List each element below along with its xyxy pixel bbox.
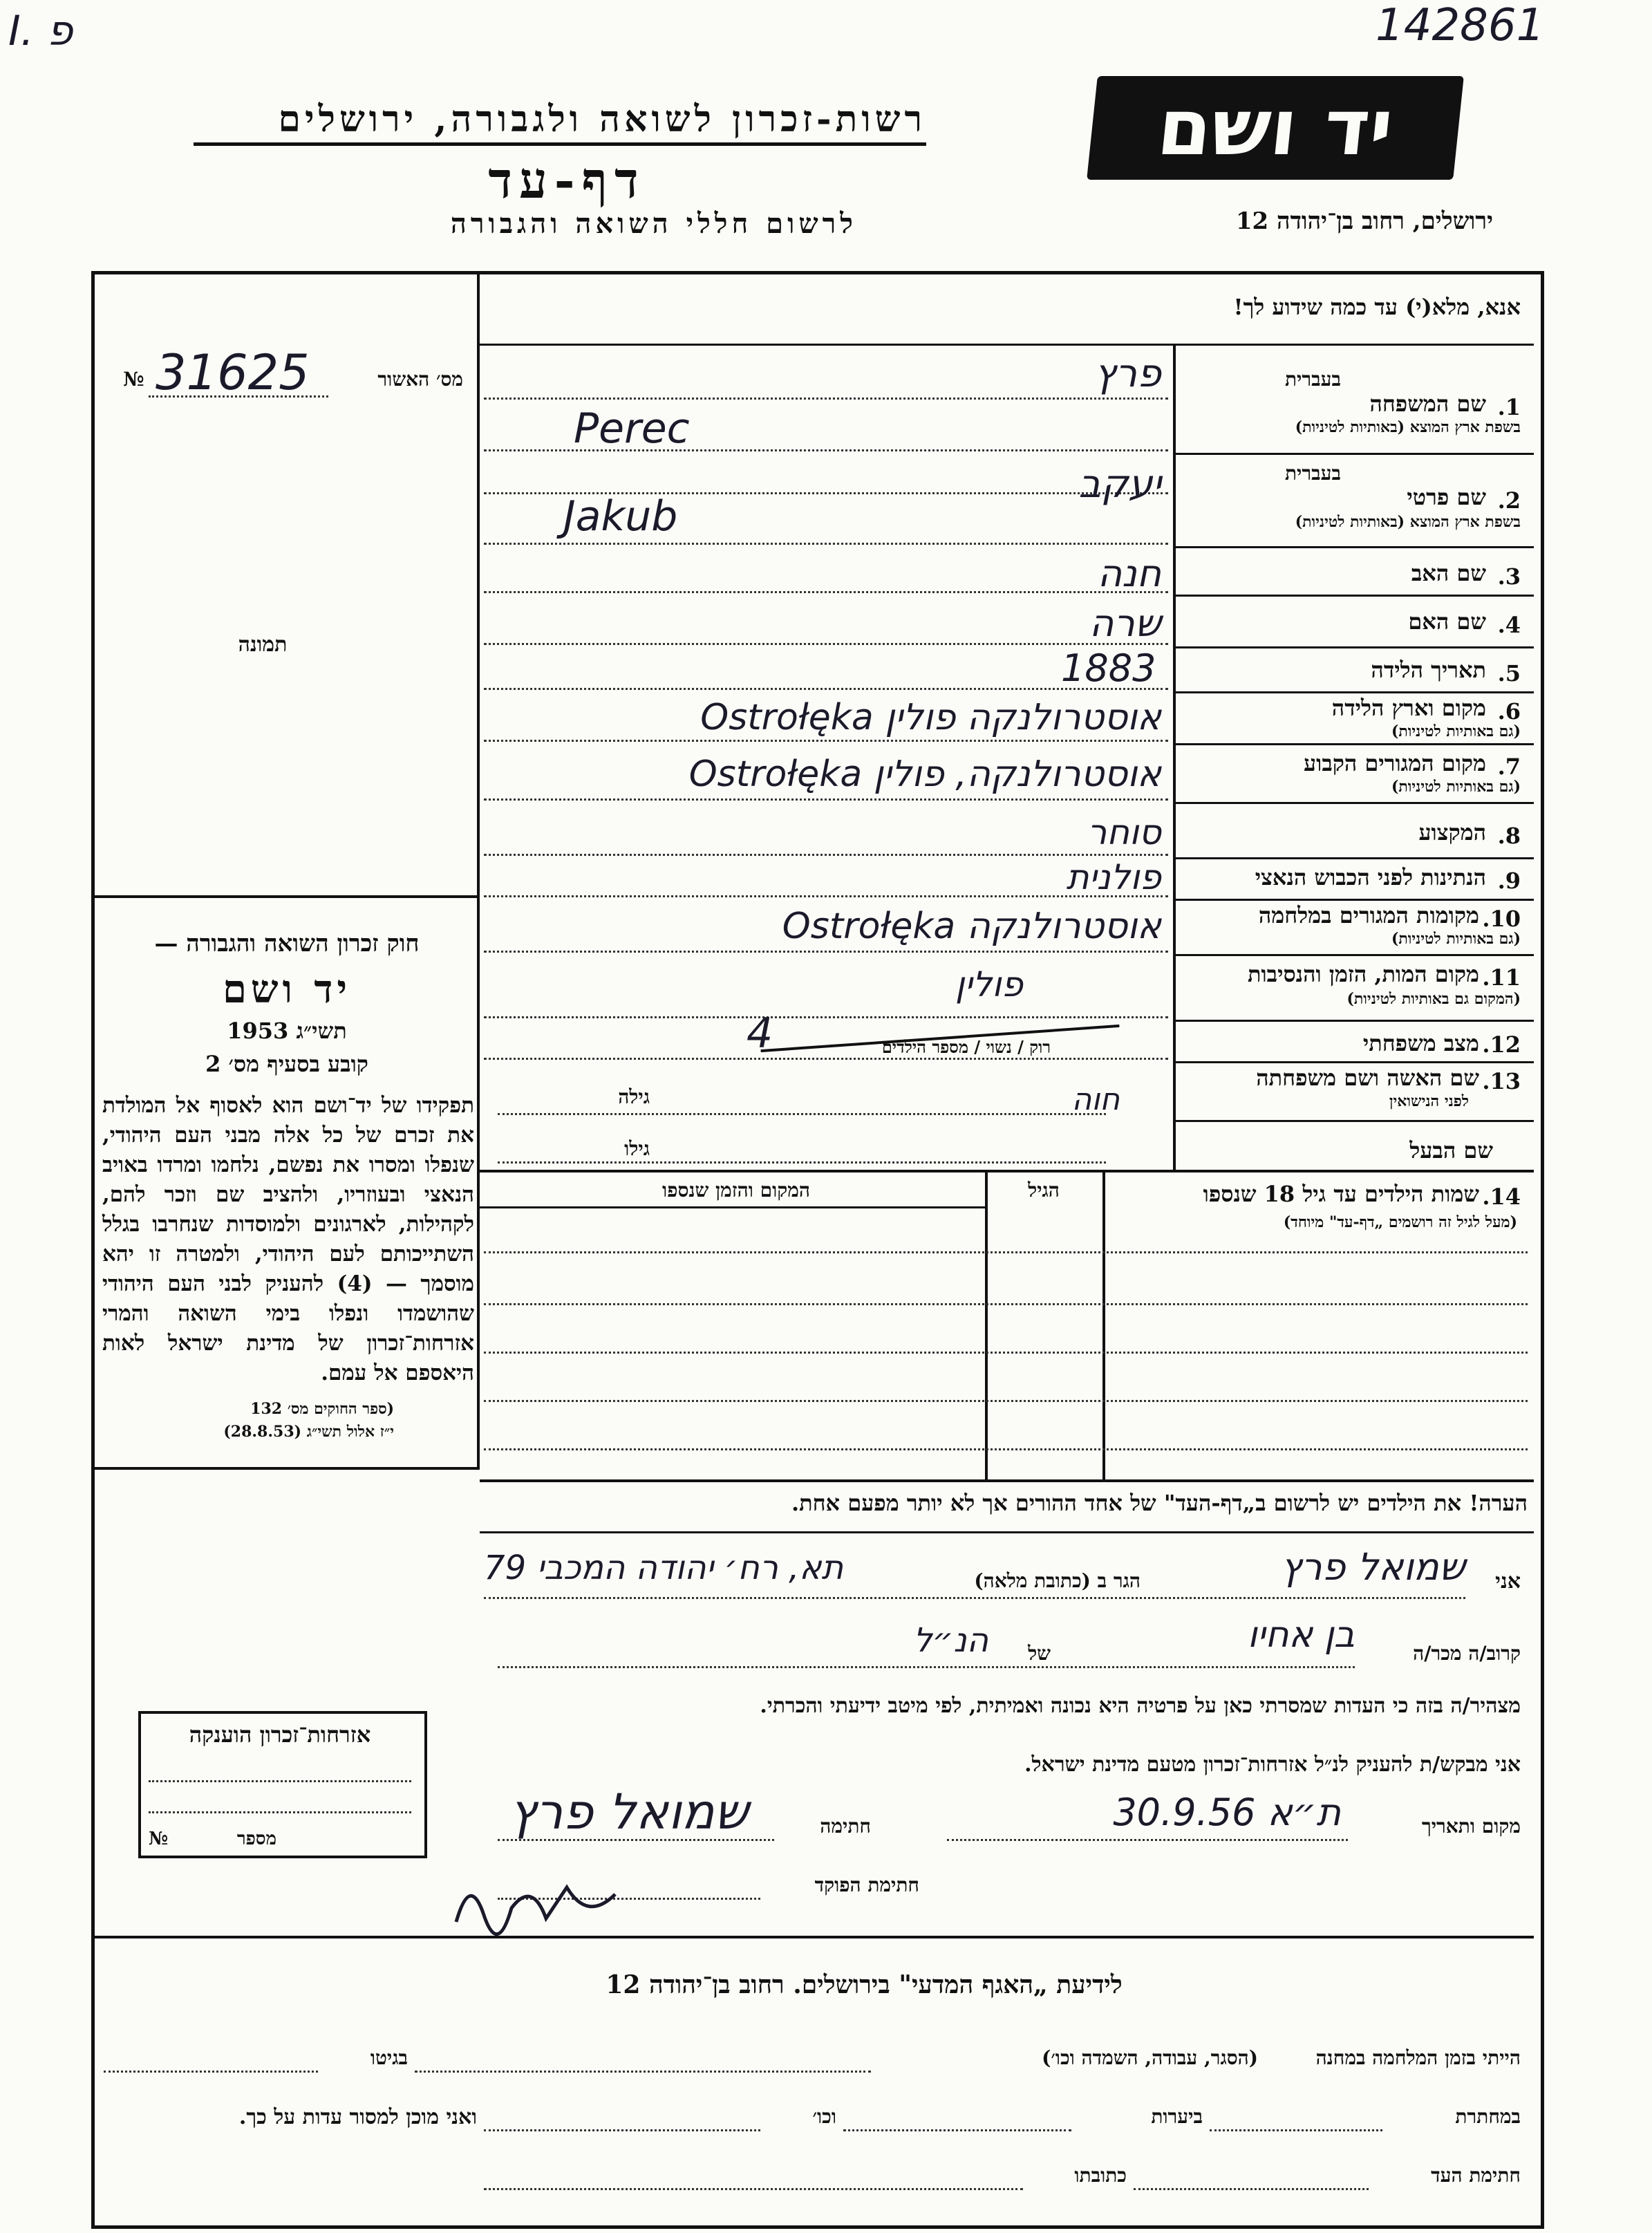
value-line-11 [484, 1016, 1168, 1018]
husband-age-label: גילו [624, 1137, 650, 1160]
husband-label: שם הבעל [1409, 1137, 1493, 1164]
field-3-number: 3. [1497, 563, 1521, 590]
field-6-sub: (גם באותיות לטיניות) [1391, 722, 1521, 740]
grid-row-9 [1176, 899, 1534, 901]
note-top-rule [480, 1479, 1534, 1482]
left-panel-divider [477, 274, 480, 1467]
photo-box-top [95, 895, 480, 898]
bottom-address-line [484, 2188, 1023, 2190]
field-3-label: שם האב [1411, 560, 1486, 586]
declaration-statement: מצהיר/ה בזה כי העדות שמסרתי כאן על פרטיה היא נכונה ואמיתית, לפי מיטב ידיעתי והכרתי. [760, 1694, 1521, 1718]
field-5-number: 5. [1497, 660, 1521, 686]
children-number: 14. [1482, 1184, 1521, 1210]
approval-label: מס׳ האשור [377, 368, 463, 391]
children-row-3 [484, 1352, 1528, 1354]
intro-text: אנא, מלא(י) עד כמה שידוע לך! [1233, 294, 1521, 320]
children-row-1 [484, 1251, 1528, 1253]
field-1-value-latin: Perec [574, 404, 690, 453]
bottom-ghetto-line [104, 2071, 318, 2073]
field-1-number: 1. [1497, 394, 1521, 420]
children-header-rule [480, 1206, 988, 1208]
address: ירושלים, רחוב בן־יהודה 12 [1235, 207, 1493, 235]
bottom-title: לידיעת „האגף המדעי" בירושלים. רחוב בן־יהודה 12 [606, 1970, 1123, 1999]
children-col-divider-2 [985, 1172, 988, 1480]
field-2-sub: בשפת ארץ המוצא (באותיות לטיניות) [1295, 513, 1521, 531]
field-12-children: 4 [747, 1009, 773, 1058]
field-2-number: 2. [1497, 487, 1521, 514]
value-line-husband [498, 1161, 1106, 1164]
field-6-number: 6. [1497, 698, 1521, 725]
children-subtitle: (מעל לגיל זה רושמים „דף-עד" מיוחד) [1283, 1213, 1517, 1231]
children-title: שמות הילדים עד גיל 18 שנספו [1203, 1181, 1479, 1207]
law-year: תשי״ג 1953 [227, 1018, 347, 1044]
field-4-label: שם האם [1408, 608, 1486, 635]
grid-row-3 [1176, 595, 1534, 597]
declaration-line-2 [498, 1666, 1355, 1668]
relation-value: בן אחיו [1247, 1614, 1355, 1656]
law-ref-date: י״ז אלול תשי״ג (28.8.53) [223, 1423, 394, 1441]
value-line-10 [484, 951, 1168, 953]
field-13-number: 13. [1482, 1068, 1521, 1094]
field-10-number: 10. [1482, 906, 1521, 932]
field-10-label: מקומות המגורים במלחמה [1258, 902, 1479, 928]
org-line: רשות-זכרון לשואה ולגבורה, ירושלים [278, 98, 926, 140]
declarant-address: תא, רח׳ יהודה המכבי 79 [484, 1549, 843, 1587]
value-line-12 [484, 1058, 1168, 1060]
field-1-label: שם המשפחה [1369, 391, 1486, 417]
field-6-label: מקום וארץ הלידה [1331, 695, 1486, 721]
children-row-5 [484, 1448, 1528, 1450]
field-8-label: המקצוע [1418, 819, 1486, 845]
bottom-camp-hint: (הסגר, עבודה, השמדה וכו׳) [1042, 2046, 1258, 2069]
citizenship-line-1 [149, 1780, 411, 1782]
citizenship-line-2 [149, 1811, 411, 1813]
grid-top [480, 344, 1534, 346]
value-line-8 [484, 854, 1168, 856]
logo [1087, 76, 1464, 180]
bottom-forests-label: ביערות [1151, 2105, 1203, 2128]
field-2-value-latin: Jakub [563, 492, 678, 541]
field-11-value: פולין [955, 964, 1023, 1005]
value-line-2b [484, 543, 1168, 545]
place-date-value: ת״א 30.9.56 [1113, 1791, 1341, 1834]
grid-row-10 [1176, 954, 1534, 956]
grid-row-5 [1176, 691, 1534, 693]
field-10-value: Ostrołęka אוסטרולנקה [782, 906, 1161, 947]
field-7-label: מקום המגורים הקבוע [1304, 750, 1486, 776]
grid-row-2 [1176, 546, 1534, 548]
field-1-hebrew-tag: בעברית [1284, 368, 1341, 391]
field-3-value: חנה [1097, 552, 1161, 595]
officer-signature [442, 1860, 650, 1936]
form-title: דף-עד [488, 151, 646, 209]
field-12-options: רוק / נשוי / מספר הילדים [881, 1037, 1051, 1057]
grid-row-7 [1176, 802, 1534, 804]
children-table-top [480, 1170, 1534, 1172]
grid-row-8 [1176, 857, 1534, 859]
corner-mark-right: 142861 [1376, 0, 1545, 51]
of-value: הנ״ל [913, 1621, 988, 1660]
field-11-label: מקום המות, הזמן והנסיבות [1247, 961, 1479, 987]
note-bottom-rule [480, 1531, 1534, 1533]
label-column-divider [1173, 344, 1176, 1170]
bottom-ghetto-label: בגיטו [370, 2046, 408, 2069]
field-1-sub: בשפת ארץ המוצא (באותיות לטיניות) [1295, 418, 1521, 436]
signature-line [498, 1839, 774, 1841]
field-9-number: 9. [1497, 868, 1521, 894]
field-6-value: Ostrołęka אוסטרולנקה פולין [700, 697, 1161, 738]
field-13-value: חוה [1071, 1082, 1120, 1117]
children-col-place: המקום והזמן שנספו [662, 1179, 810, 1202]
citizenship-title: אזרחות־זכרון הוענקה [189, 1721, 371, 1748]
declaration-i-label: אני [1495, 1569, 1521, 1594]
bottom-witness-signature-label: חתימת העד [1431, 2164, 1521, 2187]
field-7-number: 7. [1497, 754, 1521, 780]
logo-text: יד ושם [1153, 83, 1398, 173]
children-col-divider-1 [1102, 1172, 1105, 1480]
field-1-value-hebrew: פרץ [1094, 351, 1161, 396]
bottom-underground-line [1210, 2129, 1382, 2131]
declaration-line-1 [484, 1597, 1465, 1599]
law-ref: (ספר החוקים מס׳ 132 [250, 1400, 394, 1418]
field-2-label: שם פרטי [1407, 484, 1486, 510]
law-name: יד ושם [222, 966, 352, 1012]
field-8-value: סוחר [1087, 812, 1161, 852]
bottom-underground-label: במחתרת [1455, 2105, 1521, 2128]
field-9-label: הנתינות לפני הכבוש הנאצי [1255, 864, 1486, 890]
field-12-label: מצב משפחתי [1362, 1030, 1479, 1056]
signature-label: חתימה [820, 1815, 871, 1838]
field-4-number: 4. [1497, 612, 1521, 638]
field-7-sub: (גם באותיות לטיניות) [1391, 778, 1521, 796]
note-text: הערה! את הילדים יש לרשום ב„דף-העד" של אחד ההורים אך לא יותר מפעם אחת. [791, 1490, 1528, 1516]
grid-row-6 [1176, 743, 1534, 745]
field-4-value: שרה [1089, 601, 1161, 645]
children-row-2 [484, 1303, 1528, 1305]
bottom-testimony-label: ואני מוכן למסור עדות על כך. [238, 2105, 477, 2129]
field-11-number: 11. [1482, 964, 1521, 991]
field-7-value: Ostrołęka אוסטרולנקה, פולין [688, 754, 1161, 795]
bottom-section-rule [95, 1936, 1534, 1938]
field-8-number: 8. [1497, 823, 1521, 849]
field-11-sub: (המקום גם באותיות לטיניות) [1346, 990, 1521, 1008]
citizenship-number-label: מספר [236, 1829, 276, 1849]
place-date-label: מקום ותאריך [1421, 1815, 1521, 1838]
bottom-forests-line [843, 2129, 1071, 2131]
form-subtitle: לרשום חללי השואה והגבורה [450, 207, 857, 240]
photo-label: תמונה [238, 633, 288, 657]
corner-mark-left: I. פ [8, 7, 73, 55]
field-5-value: 1883 [1061, 646, 1156, 690]
field-10-sub: (גם באותיות לטיניות) [1391, 930, 1521, 948]
law-body: תפקידו של יד־ושם הוא לאסוף אל המולדת את זכרם של כל אלה מבני העם היהודי, שנפלו ומסרו את נפשם, נלחמו ומרדו באויב הנאצי ובעוזריו, ולהציב שם וזכר להם, לקהילות, לארגונים ולמוסדות שנחרבו בגלל השתייכותם לעם היהודי, ולמטרה זו יהא מוסמך — (4) להעניק לבני העם היהודי שהושמדו ונפלו בימי השואה והמרי אזרחות־זכרון של מדינת ישראל לאות היאספם אל עמם. [102, 1093, 474, 1385]
grid-row-4 [1176, 646, 1534, 648]
officer-label: חתימת הפוקד [814, 1874, 919, 1896]
field-13-age-label: גילה [618, 1085, 650, 1108]
law-clause: קובע בסעיף מס׳ 2 [205, 1051, 368, 1077]
grid-row-1 [1176, 453, 1534, 455]
approval-number: 31625 [156, 344, 310, 401]
relative-label: קרוב/ה מכר/ה [1413, 1642, 1521, 1665]
bottom-camp-label: הייתי בזמן המלחמה במחנה [1315, 2046, 1521, 2069]
field-9-value: פולנית [1066, 857, 1161, 897]
of-label: של [1028, 1642, 1051, 1665]
org-underline [194, 142, 926, 146]
place-date-line [947, 1839, 1348, 1841]
value-line-6 [484, 740, 1168, 742]
value-line-1a [484, 398, 1168, 400]
grid-row-11 [1176, 1020, 1534, 1022]
declarant-name: שמואל פרץ [1281, 1545, 1465, 1589]
field-5-label: תאריך הלידה [1371, 657, 1486, 683]
law-title: חוק זכרון השואה והגבורה — [154, 930, 420, 957]
declaration-request: אני מבקש/ת להעניק לנ״ל אזרחות־זכרון מטעם מדינת ישראל. [1024, 1753, 1521, 1777]
grid-row-13 [1176, 1120, 1534, 1122]
children-row-4 [484, 1400, 1528, 1402]
field-13-label: שם האשה ושם משפחתה [1256, 1065, 1479, 1091]
bottom-etc-label: וכו׳ [812, 2105, 836, 2128]
resides-label: הגר ב (כתובת מלאה) [974, 1569, 1141, 1592]
bottom-address-label: כתובתו [1074, 2164, 1127, 2187]
field-13-sub: לפני הנישואין [1389, 1092, 1469, 1110]
approval-dotted-line [149, 395, 328, 398]
bottom-camp-line [415, 2071, 871, 2073]
field-2-value-hebrew: יעקב [1078, 462, 1161, 507]
value-line-7 [484, 798, 1168, 801]
citizenship-number-sign: № [149, 1829, 169, 1849]
approval-no-sign: № [123, 368, 144, 391]
field-12-number: 12. [1482, 1031, 1521, 1058]
bottom-etc-line [484, 2129, 760, 2131]
grid-row-12 [1176, 1061, 1534, 1063]
field-2-hebrew-tag: בעברית [1284, 462, 1341, 485]
left-panel-bottom [95, 1467, 480, 1470]
bottom-witness-signature-line [1134, 2188, 1369, 2190]
children-col-age: הגיל [1028, 1179, 1060, 1202]
signature-value: שמואל פרץ [509, 1784, 749, 1840]
